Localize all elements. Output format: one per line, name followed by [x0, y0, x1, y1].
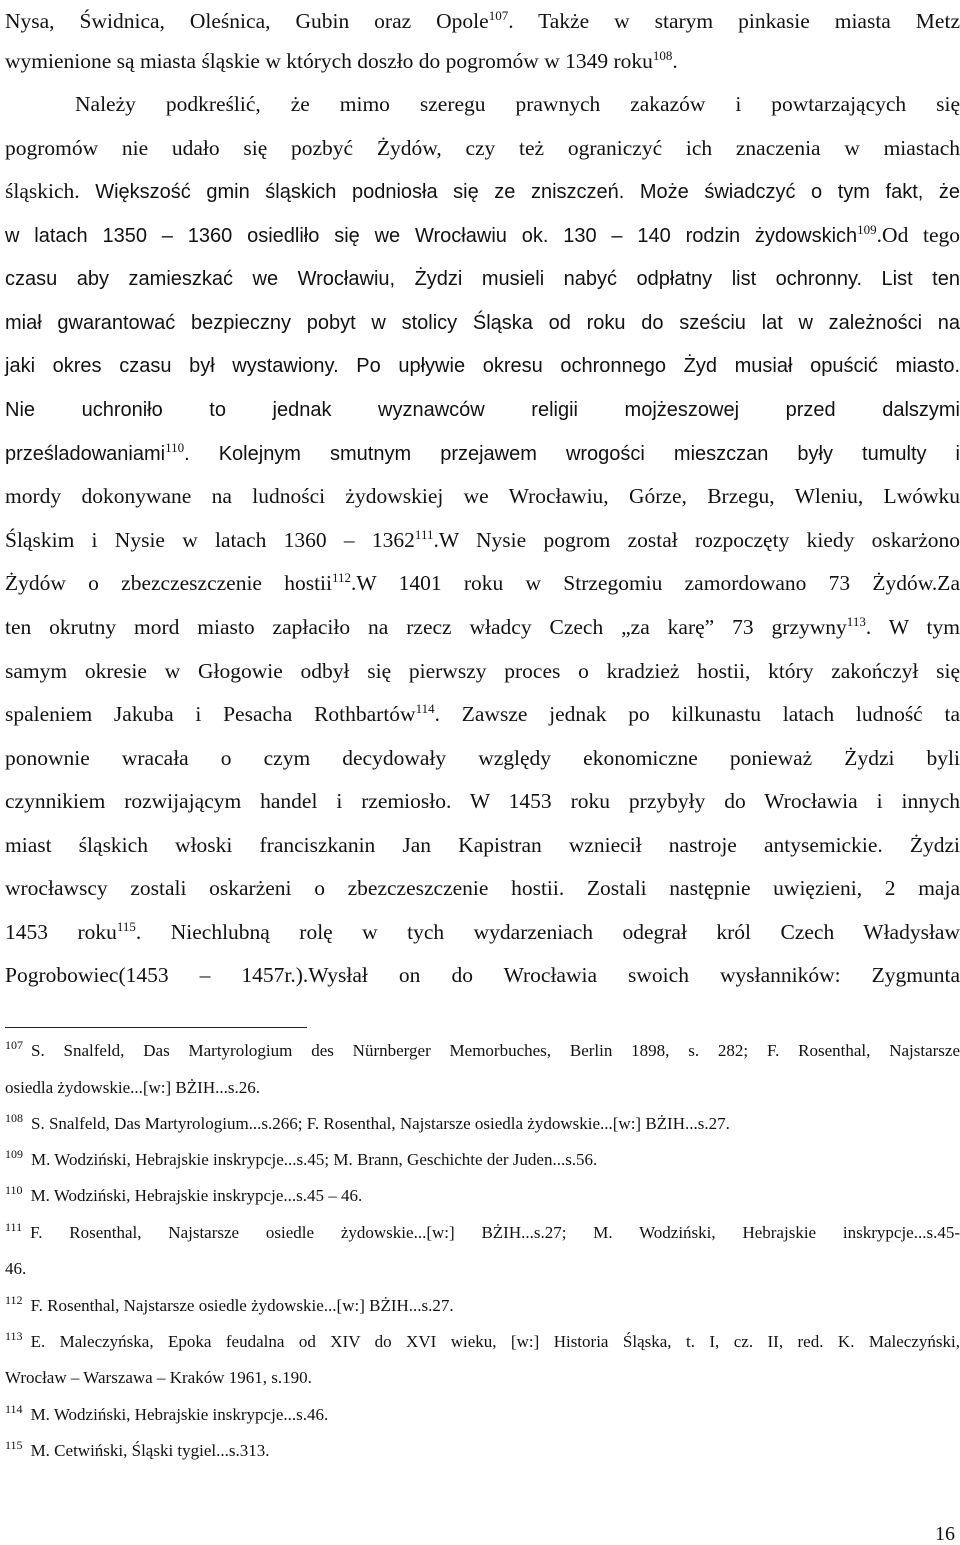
text-line: [5, 697, 960, 731]
footnote: [5, 1112, 960, 1136]
footnote: [5, 1330, 960, 1354]
text-line: [5, 610, 960, 644]
footnote-text: M. Wodziński, Hebrajskie inskrypcje...s.45; M. Brann, Geschichte der Juden...s.56.: [31, 1150, 598, 1169]
text-segment: ten okrutny mord miasto zapłaciło na rzecz władcy Czech „za karę” 73 grzywny: [5, 615, 847, 639]
text-segment: pogromów nie udało się pozbyć Żydów, czy też ograniczyć ich znaczenia w miastach: [5, 136, 960, 160]
footnote-ref: 108: [652, 47, 673, 63]
footnote-text: F. Rosenthal, Najstarsze osiedle żydowskie...[w:] BŻIH...s.27.: [30, 1296, 454, 1315]
footnote-number: 111: [5, 1220, 23, 1235]
footnote-text: M. Wodziński, Hebrajskie inskrypcje...s.46.: [30, 1405, 329, 1424]
footnote-ref: 110: [165, 439, 185, 455]
text-line: [5, 958, 960, 992]
text-segment: .W 1401 roku w Strzegomiu zamordowano 73 Żydów.Za: [351, 571, 960, 595]
text-segment: czasu aby zamieszkać we Wrocławiu, Żydzi musieli nabyć odpłatny list ochronny. List ten: [5, 268, 960, 290]
footnote-number: 107: [5, 1038, 23, 1053]
text-segment: mordy dokonywane na ludności żydowskiej we Wrocławiu, Górze, Brzegu, Wleniu, Lwówku: [5, 484, 960, 508]
footnote-text: F. Rosenthal, Najstarsze osiedle żydowskie...[w:] BŻIH...s.27; M. Wodziński, Hebrajskie inskrypcje...s.45-: [30, 1223, 960, 1242]
text-line: [5, 131, 960, 165]
text-line: [5, 392, 960, 426]
footnote-ref: 107: [488, 7, 509, 23]
text-segment: Większość gmin śląskich podniosła się ze zniszczeń. Może świadczyć o tym fakt, że: [79, 181, 960, 203]
text-segment: Należy podkreślić, że mimo szeregu prawnych zakazów i powtarzających się: [75, 92, 960, 116]
footnote-ref: 109: [857, 221, 877, 237]
footnote: [5, 1294, 960, 1318]
text-line: [5, 348, 960, 382]
text-segment: .W Nysie pogrom został rozpoczęty kiedy oskarżono: [433, 528, 960, 552]
footnote-continuation: [5, 1076, 960, 1100]
footnote-number: 109: [5, 1147, 23, 1162]
text-line: [5, 436, 960, 470]
text-segment: 1453 roku: [5, 920, 117, 944]
text-line: [5, 741, 960, 775]
footnote-number: 110: [5, 1183, 23, 1198]
text-segment: wymienione są miasta śląskie w których doszło do pogromów w 1349 roku: [5, 49, 653, 73]
text-segment: . Zawsze jednak po kilkunastu latach ludność ta: [434, 702, 960, 726]
text-segment: Nie uchroniło to jednak wyznawców religii mojżeszowej przed dalszymi: [5, 399, 960, 421]
footnote: [5, 1439, 960, 1463]
text-segment: czynnikiem rozwijającym handel i rzemiosło. W 1453 roku przybyły do Wrocławia i innych: [5, 789, 960, 813]
footnote-ref: 112: [332, 569, 352, 585]
text-line: [5, 784, 960, 818]
footnote-ref: 114: [415, 700, 435, 716]
text-line: [5, 218, 960, 252]
text-segment: ponownie wracała o czym decydowały względy ekonomiczne ponieważ Żydzi byli: [5, 746, 960, 770]
footnote-ref: 111: [414, 526, 434, 542]
footnote-text: S. Snalfeld, Das Martyrologium des Nürnberger Memorbuches, Berlin 1898, s. 282; F. Rosenthal, Najstarsze: [31, 1041, 960, 1060]
text-segment: miast śląskich włoski franciszkanin Jan Kapistran wzniecił nastroje antysemickie. Żydzi: [5, 833, 960, 857]
footnote: [5, 1221, 960, 1245]
footnote-text: M. Wodziński, Hebrajskie inskrypcje...s.45 – 46.: [30, 1186, 363, 1205]
text-segment: spaleniem Jakuba i Pesacha Rothbartów: [5, 702, 416, 726]
footnote-text: M. Cetwiński, Śląski tygiel...s.313.: [30, 1441, 270, 1460]
text-line: [5, 261, 960, 295]
text-line: [5, 523, 960, 557]
footnote-ref: 113: [846, 613, 866, 629]
footnote-text: osiedla żydowskie...[w:] BŻIH...s.26.: [5, 1078, 260, 1097]
footnote: [5, 1039, 960, 1063]
text-segment: Pogrobowiec(1453 – 1457r.).Wysłał on do Wrocławia swoich wysłanników: Zygmunta: [5, 963, 960, 987]
text-line: [5, 828, 960, 862]
text-line: [5, 305, 960, 339]
text-segment: miał gwarantować bezpieczny pobyt w stolicy Śląska od roku do sześciu lat w zależności na: [5, 312, 960, 334]
text-line: [5, 4, 960, 38]
footnote-number: 112: [5, 1293, 23, 1308]
text-line: [5, 174, 960, 208]
text-line: [5, 479, 960, 513]
text-segment: . Także w starym pinkasie miasta Metz: [508, 9, 960, 33]
footnote-continuation: [5, 1257, 960, 1281]
footnote-text: S. Snalfeld, Das Martyrologium...s.266; F. Rosenthal, Najstarsze osiedla żydowskie...[w:] BŻIH...s.27.: [31, 1114, 730, 1133]
page-number: 16: [935, 1523, 955, 1545]
text-segment: . W tym: [865, 615, 960, 639]
text-line: [5, 566, 960, 600]
footnote-number: 108: [5, 1111, 23, 1126]
text-segment: Nysa, Świdnica, Oleśnica, Gubin oraz Opole: [5, 9, 489, 33]
footnote: [5, 1403, 960, 1427]
text-line: [5, 44, 960, 78]
footnote-number: 115: [5, 1438, 23, 1453]
text-segment: . Niechlubną rolę w tych wydarzeniach odegrał król Czech Władysław: [135, 920, 960, 944]
text-segment: w latach 1350 – 1360 osiedliło się we Wrocławiu ok. 130 – 140 rodzin żydowskich: [5, 225, 858, 247]
text-segment: śląskich.: [5, 179, 80, 203]
text-line: [75, 87, 960, 121]
footnote-ref: 115: [116, 918, 136, 934]
footnote: [5, 1184, 960, 1208]
text-line: [5, 871, 960, 905]
text-segment: prześladowaniami: [5, 443, 166, 465]
text-segment: .Od tego: [876, 223, 960, 247]
footnote: [5, 1148, 960, 1172]
footnote-separator: [5, 1027, 307, 1028]
text-line: [5, 654, 960, 688]
text-segment: .: [672, 49, 678, 73]
footnote-number: 114: [5, 1402, 23, 1417]
text-segment: Żydów o zbezczeszczenie hostii: [5, 571, 333, 595]
footnote-text: E. Maleczyńska, Epoka feudalna od XIV do XVI wieku, [w:] Historia Śląska, t. I, cz. II, red. K. Maleczyński,: [30, 1332, 960, 1351]
text-segment: . Kolejnym smutnym przejawem wrogości mieszczan były tumulty i: [184, 443, 960, 465]
footnote-text: 46.: [5, 1259, 27, 1278]
text-segment: wrocławscy zostali oskarżeni o zbezczeszczenie hostii. Zostali następnie uwięzieni, 2 maja: [5, 876, 960, 900]
text-line: [5, 915, 960, 949]
footnote-text: Wrocław – Warszawa – Kraków 1961, s.190.: [5, 1368, 312, 1387]
text-segment: samym okresie w Głogowie odbył się pierwszy proces o kradzież hostii, który zakończył się: [5, 659, 960, 683]
footnote-number: 113: [5, 1329, 23, 1344]
text-segment: Śląskim i Nysie w latach 1360 – 1362: [5, 528, 415, 552]
text-segment: jaki okres czasu był wystawiony. Po upływie okresu ochronnego Żyd musiał opuścić miasto.: [5, 355, 960, 377]
footnote-continuation: [5, 1366, 960, 1390]
